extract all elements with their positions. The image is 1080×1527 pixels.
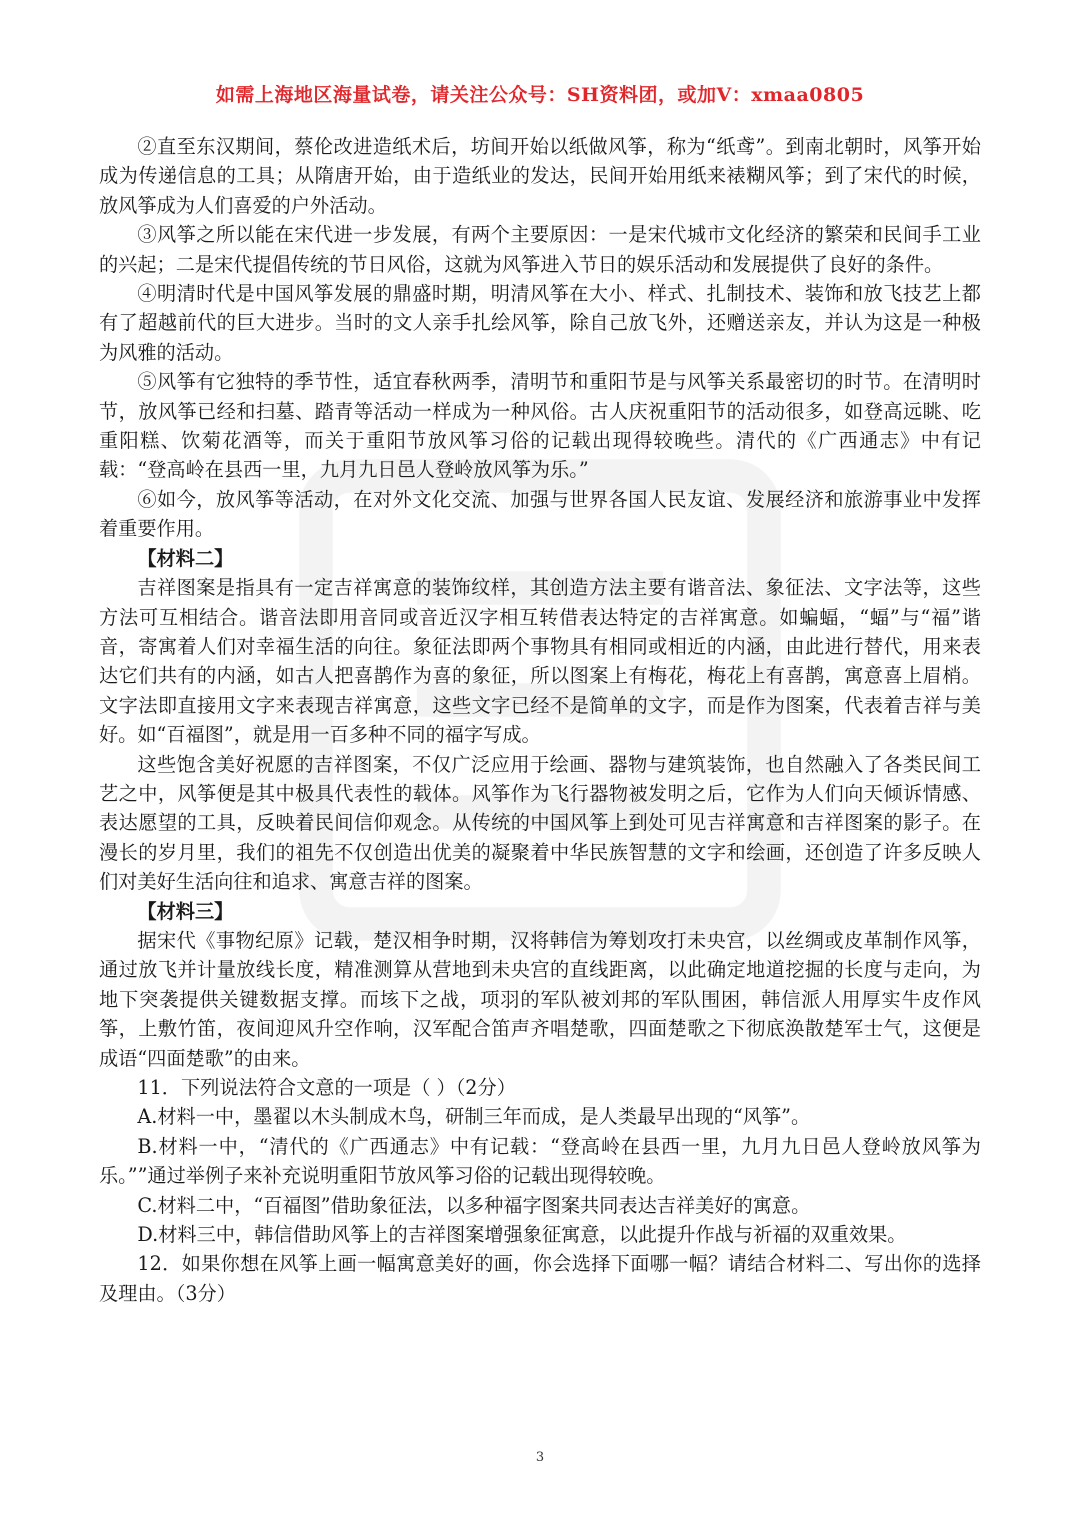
material-one-paragraph-2: ②直至东汉期间，蔡伦改进造纸术后，坊间开始以纸做风筝，称为“纸鸢”。到南北朝时，风筝开始成为传递信息的工具；从隋唐开始，由于造纸业的发达，民间开始用纸来裱糊风筝；到了宋代的时候，放风筝成为人们喜爱的户外活动。	[99, 135, 981, 217]
question-11-option-a: A.材料一中，墨翟以木头制成木鸟，研制三年而成，是人类最早出现的“风筝”。	[137, 1105, 811, 1129]
question-11-option-b: B.材料一中，“清代的《广西通志》中有记载：“登高岭在县西一里，九月九日邑人登岭放风筝为乐。””通过举例子来补充说明重阳节放风筝习俗的记载出现得较晚。	[99, 1134, 981, 1188]
page-number: 3	[535, 1450, 545, 1465]
article-body	[99, 132, 981, 1308]
question-12-stem: 12．如果你想在风筝上画一幅寓意美好的画，你会选择下面哪一幅？请结合材料二、写出你的选择及理由。（3分）	[99, 1252, 981, 1305]
question-11-option-d: D.材料三中，韩信借助风筝上的吉祥图案增强象征寓意，以此提升作战与祈福的双重效果。	[137, 1223, 907, 1247]
question-11-option-c: C.材料二中，“百福图”借助象征法，以多种福字图案共同表达吉祥美好的寓意。	[137, 1193, 811, 1217]
material-one-paragraph-3: ③风筝之所以能在宋代进一步发展，有两个主要原因：一是宋代城市文化经济的繁荣和民间手工业的兴起；二是宋代提倡传统的节日风俗，这就为风筝进入节日的娱乐活动和发展提供了良好的条件。	[99, 223, 981, 276]
material-three-title: 【材料三】	[137, 899, 234, 923]
material-one-paragraph-6: ⑥如今，放风筝等活动，在对外文化交流、加强与世界各国人民友谊、发展经济和旅游事业中发挥着重要作用。	[99, 487, 981, 541]
material-two-paragraph-1: 吉祥图案是指具有一定吉祥寓意的装饰纹样，其创造方法主要有谐音法、象征法、文字法等，这些方法可互相结合。谐音法即用音同或音近汉字相互转借表达特定的吉祥寓意。如蝙蝠，“蝠”与“福”谐音，寄寓着人们对幸福生活的向往。象征法即两个事物具有相同或相近的内涵，由此进行替代，用来表达它们共有的内涵，如古人把喜鹊作为喜的象征，所以图案上有梅花，梅花上有喜鹊，寓意喜上眉梢。文字法即直接用文字来表现吉祥寓意，这些文字已经不是简单的文字，而是作为图案，代表着吉祥与美好。如“百福图”，就是用一百多种不同的福字写成。	[99, 576, 981, 747]
material-two-paragraph-2: 这些饱含美好祝愿的吉祥图案，不仅广泛应用于绘画、器物与建筑装饰，也自然融入了各类民间工艺之中，风筝便是其中极具代表性的载体。风筝作为飞行器物被发明之后，它作为人们向天倾诉情感、表达愿望的工具，反映着民间信仰观念。从传统的中国风筝上到处可见吉祥寓意和吉祥图案的影子。在漫长的岁月里，我们的祖先不仅创造出优美的凝聚着中华民族智慧的文字和绘画，还创造了许多反映人们对美好生活向往和追求、寓意吉祥的图案。	[99, 752, 981, 894]
material-three-paragraph-1: 据宋代《事物纪原》记载，楚汉相争时期，汉将韩信为筹划攻打未央宫，以丝绸或皮革制作风筝，通过放飞并计量放线长度，精准测算从营地到未央宫的直线距离，以此确定地道挖掘的长度与走向，为地下突袭提供关键数据支撑。而垓下之战，项羽的军队被刘邦的军队围困，韩信派人用厚实牛皮作风筝，上敷竹笛，夜间迎风升空作响，汉军配合笛声齐唱楚歌，四面楚歌之下彻底涣散楚军士气，这便是成语“四面楚歌”的由来。	[99, 928, 981, 1070]
question-11-stem: 11．下列说法符合文意的一项是（ ）（2分）	[137, 1076, 516, 1099]
material-two-title: 【材料二】	[137, 546, 234, 570]
material-one-paragraph-4: ④明清时代是中国风筝发展的鼎盛时期，明清风筝在大小、样式、扎制技术、装饰和放飞技艺上都有了超越前代的巨大进步。当时的文人亲手扎绘风筝，除自己放飞外，还赠送亲友，并认为这是一种极为风雅的活动。	[99, 282, 981, 364]
promo-header: 如需上海地区海量试卷，请关注公众号：SH资料团，或加V：xmaa0805	[215, 84, 865, 106]
material-one-paragraph-5: ⑤风筝有它独特的季节性，适宜春秋两季，清明节和重阳节是与风筝关系最密切的时节。在清明时节，放风筝已经和扫墓、踏青等活动一样成为一种风俗。古人庆祝重阳节的活动很多，如登高远眺、吃重阳糕、饮菊花酒等，而关于重阳节放风筝习俗的记载出现得较晚些。清代的《广西通志》中有记载：“登高岭在县西一里，九月九日邑人登岭放风筝为乐。”	[99, 370, 981, 482]
